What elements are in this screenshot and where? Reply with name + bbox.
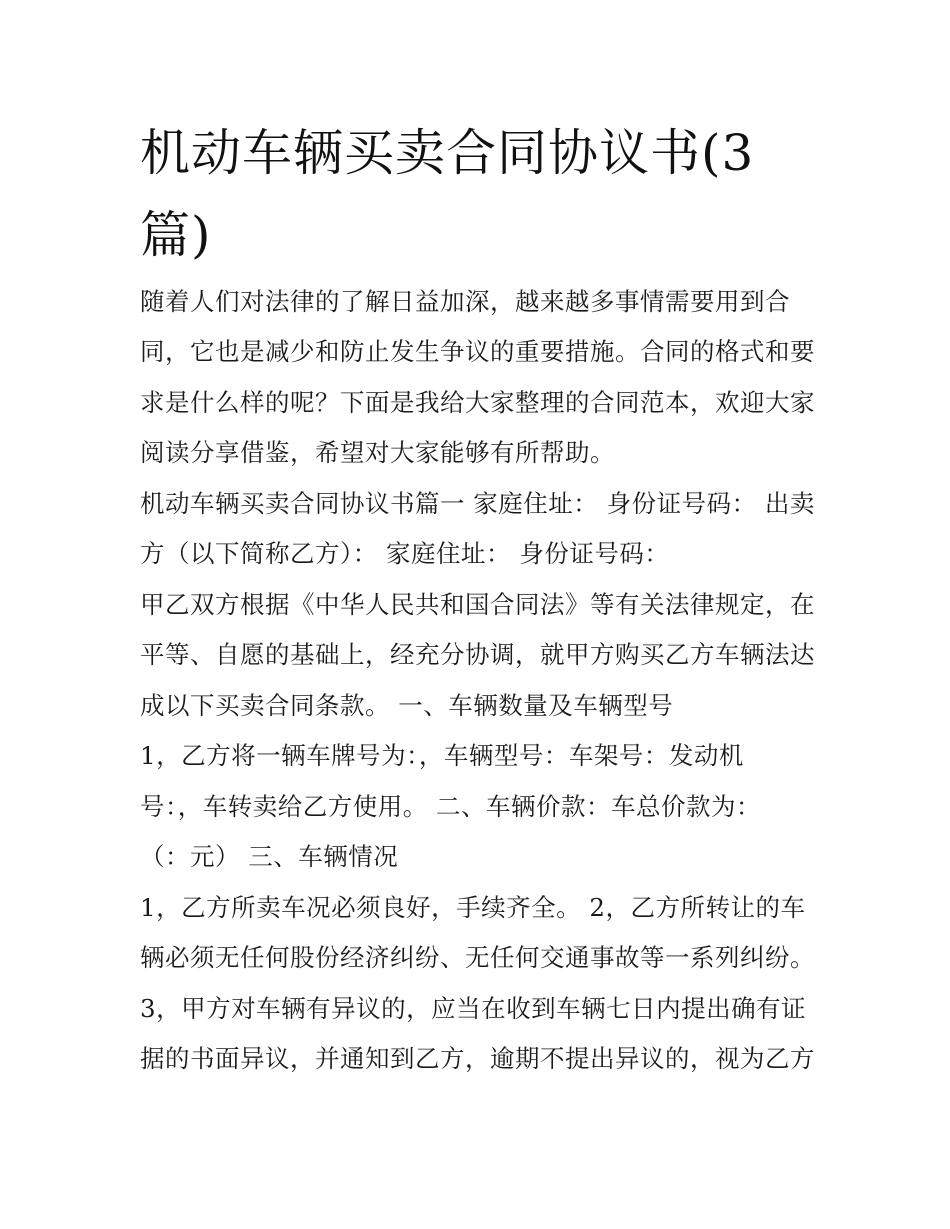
body-text-line: 成以下买卖合同条款。 一、车辆数量及车辆型号 [140,691,674,720]
body-text-line: 阅读分享借鉴，希望对大家能够有所帮助。 [140,438,615,467]
document-title [140,112,780,276]
body-text-line: 求是什么样的呢？下面是我给大家整理的合同范本，欢迎大家 [140,388,815,417]
body-text-line: 机动车辆买卖合同协议书篇一 家庭住址： 身份证号码： 出卖 [140,489,815,518]
body-text-line: 1，乙方所卖车况必须良好，手续齐全。 2，乙方所转让的车 [140,893,806,922]
body-text-line: 据的书面异议，并通知到乙方，逾期不提出异议的，视为乙方 [140,1044,815,1073]
body-text-line: 号：，车转卖给乙方使用。 二、车辆价款：车总价款为： [140,792,762,821]
body-text-line: 辆必须无任何股份经济纠纷、无任何交通事故等一系列纠纷。 [140,943,815,972]
body-text-line: 1，乙方将一辆车牌号为：，车辆型号：车架号：发动机 [140,741,744,770]
title-line-1: 机动车辆买卖合同协议书(3 [140,124,755,182]
title-line-2: 篇) [140,206,212,264]
body-text-line: 平等、自愿的基础上，经充分协调，就甲方购买乙方车辆法达 [140,640,815,669]
body-text-line: 3，甲方对车辆有异议的，应当在收到车辆七日内提出确有证 [140,994,807,1023]
body-text-line: 同，它也是减少和防止发生争议的重要措施。合同的格式和要 [140,337,815,366]
body-text-line: 甲乙双方根据《中华人民共和国合同法》等有关法律规定，在 [140,590,815,619]
body-text-line: （：元） 三、车辆情况 [140,842,399,871]
body-text-line: 随着人们对法律的了解日益加深，越来越多事情需要用到合 [140,287,790,316]
body-text-line: 方（以下简称乙方）： 家庭住址： 身份证号码： [140,539,670,568]
